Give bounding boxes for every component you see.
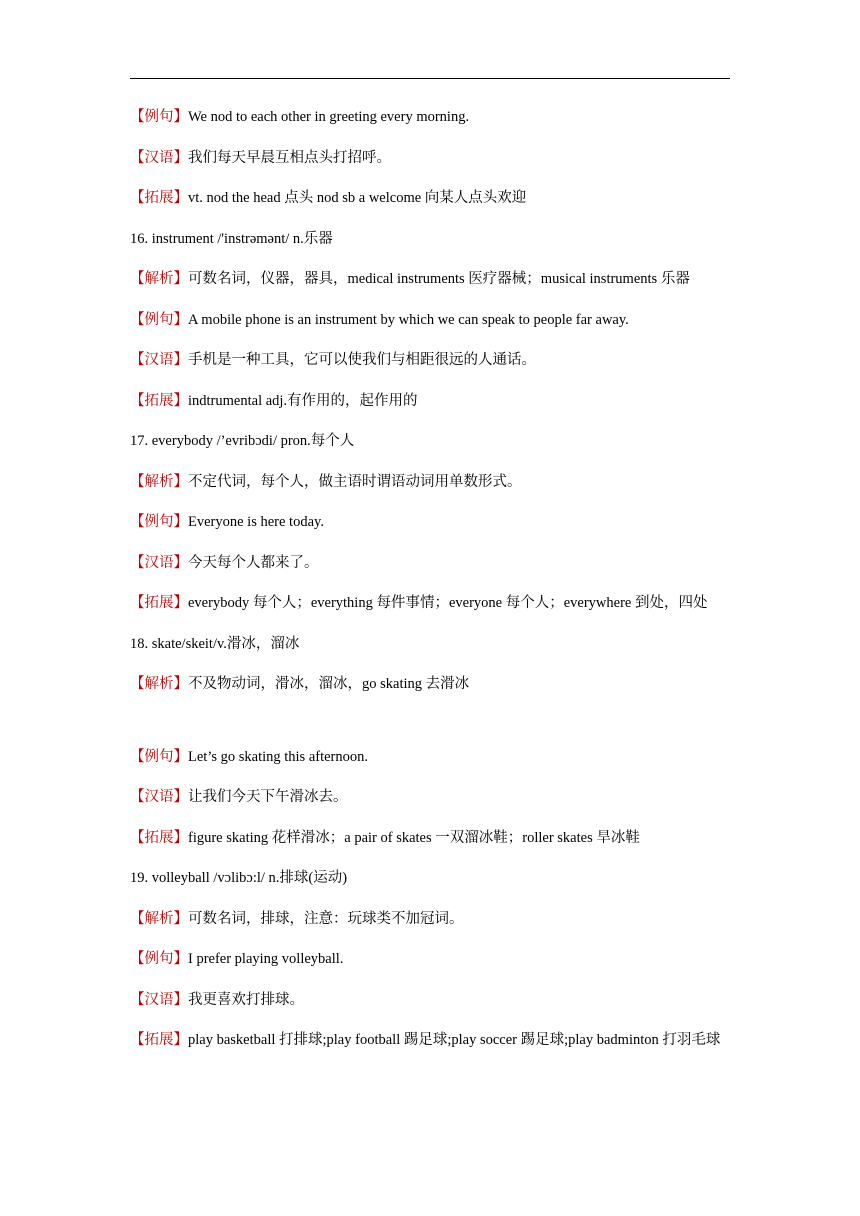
line-text: figure skating 花样滑冰；a pair of skates 一双溜冰鞋；roller skates 旱冰鞋	[188, 829, 640, 846]
analysis-volleyball	[130, 906, 732, 932]
line-text: 可数名词，排球，注意：玩球类不加冠词。	[188, 910, 464, 927]
extension-instrument	[130, 388, 732, 414]
extension-skate	[130, 825, 732, 851]
example-sentence-skate	[130, 744, 732, 770]
line-text: indtrumental adj.有作用的，起作用的	[188, 392, 418, 409]
line-text: 可数名词，仪器，器具，medical instruments 医疗器械；musical instruments 乐器	[188, 271, 690, 287]
chinese-translation-instrument	[130, 347, 732, 373]
line-text: I prefer playing volleyball.	[188, 951, 344, 967]
chinese-translation-nod	[130, 145, 732, 171]
label-extension: 【拓展】	[130, 595, 188, 611]
line-text: Let’s go skating this afternoon.	[188, 748, 369, 765]
entry-heading-skate	[130, 631, 732, 657]
line-text: vt. nod the head 点头 nod sb a welcome 向某人点头欢迎	[188, 190, 527, 206]
line-text: 手机是一种工具，它可以使我们与相距很远的人通话。	[188, 352, 536, 368]
label-example: 【例句】	[130, 109, 188, 125]
label-chinese: 【汉语】	[130, 352, 188, 368]
line-text: 我们每天早晨互相点头打招呼。	[188, 149, 391, 166]
analysis-instrument	[130, 266, 732, 292]
line-text: 17. everybody /’evribɔdi/ pron.每个人	[130, 433, 355, 449]
example-sentence-everybody	[130, 509, 732, 535]
label-example: 【例句】	[130, 311, 188, 328]
label-analysis: 【解析】	[130, 676, 188, 692]
label-analysis: 【解析】	[130, 910, 188, 927]
line-text: 不及物动词，滑冰，溜冰，go skating 去滑冰	[188, 676, 470, 692]
extension-volleyball	[130, 1027, 732, 1053]
line-text: 16. instrument /'instrəmənt/ n.乐器	[130, 230, 333, 247]
label-extension: 【拓展】	[130, 190, 188, 206]
entry-heading-volleyball	[130, 865, 732, 891]
line-text: 19. volleyball /vɔlibɔ:l/ n.排球(运动)	[130, 870, 348, 886]
example-sentence-nod	[130, 104, 732, 130]
extension-nod	[130, 185, 732, 211]
label-chinese: 【汉语】	[130, 991, 188, 1008]
analysis-skate	[130, 671, 732, 697]
analysis-everybody	[130, 469, 732, 495]
label-chinese: 【汉语】	[130, 789, 188, 805]
chinese-translation-everybody	[130, 550, 732, 576]
line-text: play basketball 打排球;play football 踢足球;play soccer 踢足球;play badminton 打羽毛球	[188, 1032, 721, 1048]
line-text: We nod to each other in greeting every morning.	[188, 109, 470, 125]
line-text: 我更喜欢打排球。	[188, 991, 304, 1008]
line-text: 不定代词，每个人，做主语时谓语动词用单数形式。	[188, 473, 522, 490]
blank-gap	[130, 712, 732, 744]
label-example: 【例句】	[130, 748, 188, 765]
line-text: 今天每个人都来了。	[188, 554, 319, 571]
label-analysis: 【解析】	[130, 473, 188, 490]
label-example: 【例句】	[130, 951, 188, 967]
example-sentence-instrument	[130, 307, 732, 333]
header-rule	[130, 78, 730, 79]
chinese-translation-skate	[130, 784, 732, 810]
label-extension: 【拓展】	[130, 829, 188, 846]
entry-heading-everybody	[130, 428, 732, 454]
label-chinese: 【汉语】	[130, 149, 188, 166]
chinese-translation-volleyball	[130, 987, 732, 1013]
label-chinese: 【汉语】	[130, 554, 188, 571]
line-text: A mobile phone is an instrument by which we can speak to people far away.	[188, 311, 629, 328]
label-analysis: 【解析】	[130, 271, 188, 287]
line-text: everybody 每个人；everything 每件事情；everyone 每个人；everywhere 到处，四处	[188, 595, 708, 611]
entry-heading-instrument	[130, 226, 732, 252]
document-body	[130, 104, 732, 1068]
line-text: 让我们今天下午滑冰去。	[188, 789, 348, 805]
label-example: 【例句】	[130, 514, 188, 530]
extension-everybody	[130, 590, 732, 616]
label-extension: 【拓展】	[130, 1032, 188, 1048]
example-sentence-volleyball	[130, 946, 732, 972]
label-extension: 【拓展】	[130, 392, 188, 409]
line-text: Everyone is here today.	[188, 514, 324, 530]
line-text: 18. skate/skeit/v.滑冰，溜冰	[130, 635, 300, 652]
